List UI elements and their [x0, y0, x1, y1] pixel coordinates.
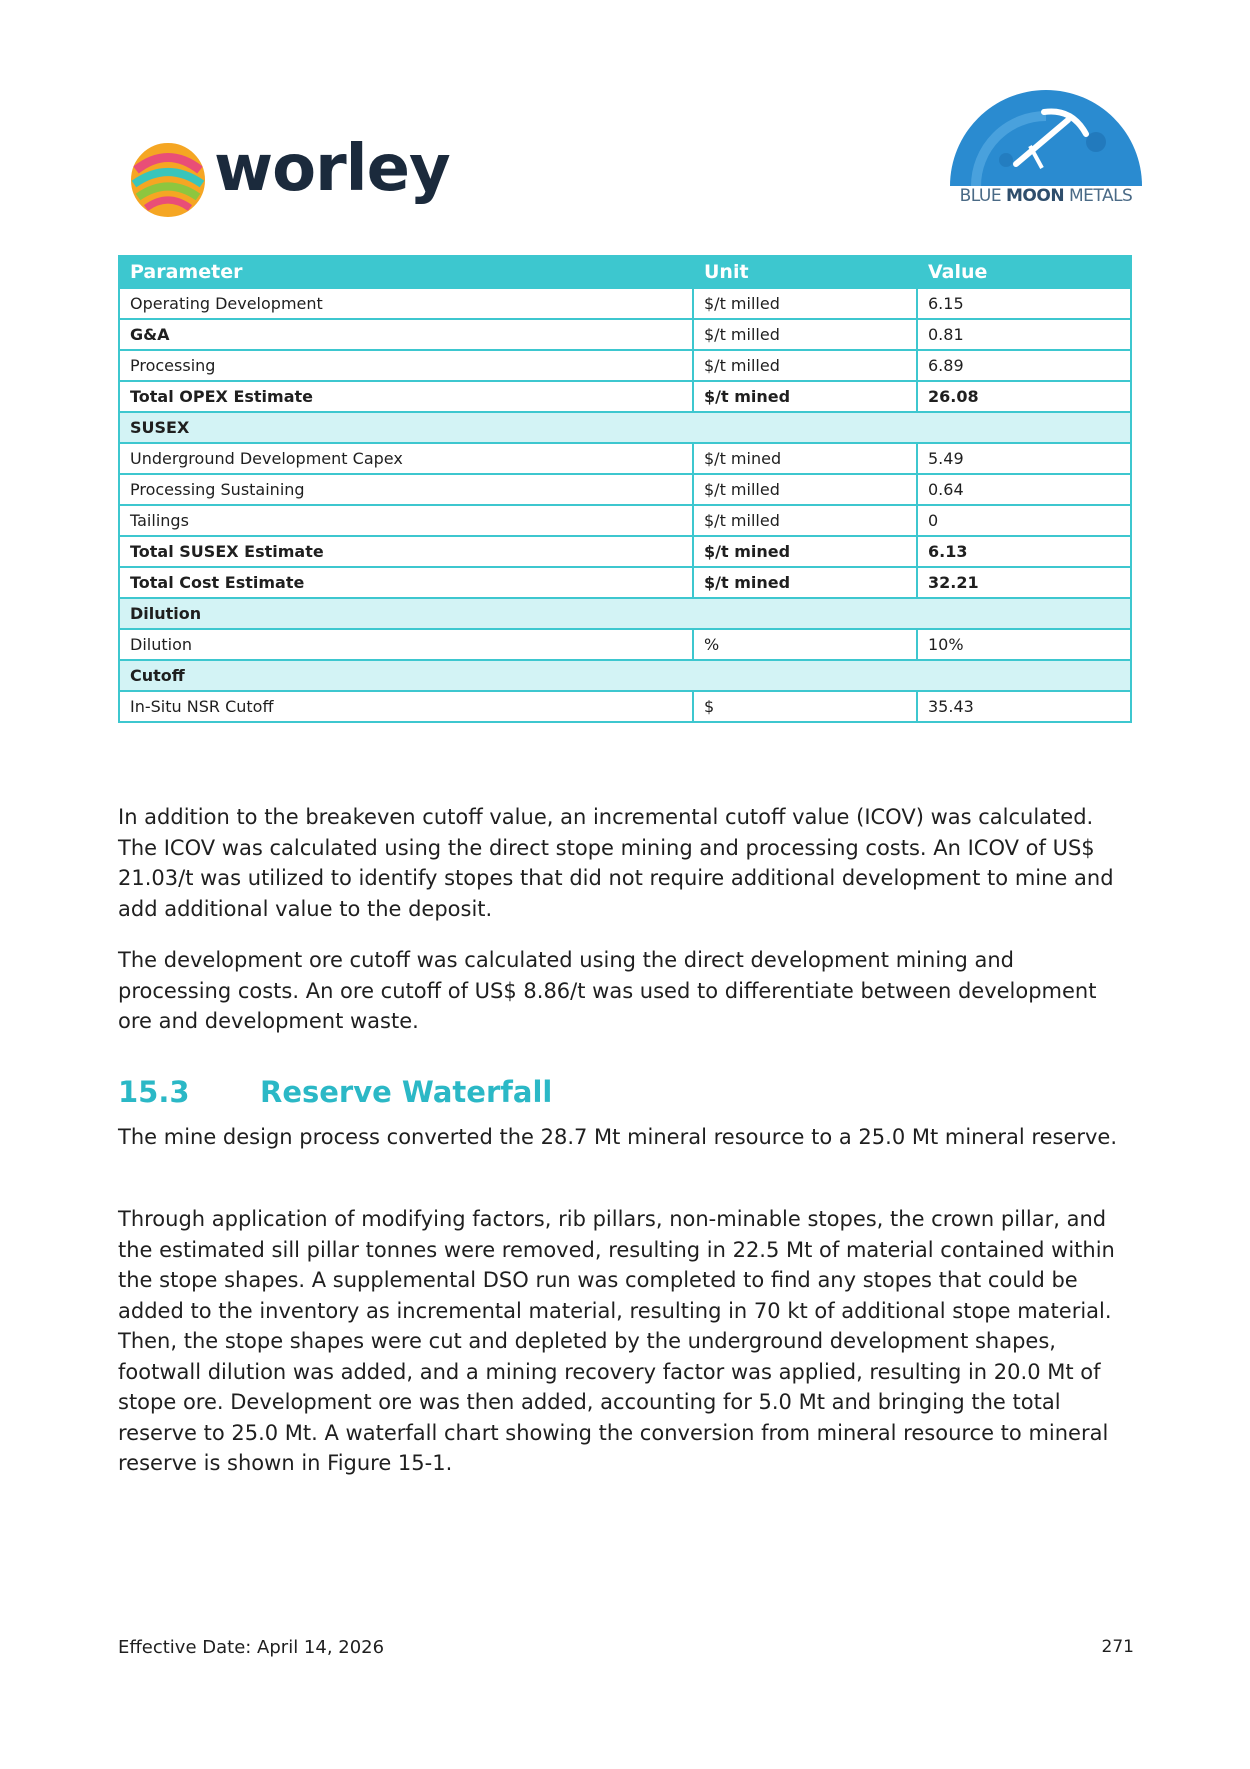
cell-parameter: Operating Development — [119, 288, 693, 319]
table-header-row — [119, 256, 1131, 288]
cell-unit: $/t milled — [693, 319, 917, 350]
section-number: 15.3 — [118, 1075, 190, 1109]
cell-value: 6.13 — [917, 536, 1131, 567]
cell-unit: $/t mined — [693, 536, 917, 567]
cell-parameter: Underground Development Capex — [119, 443, 693, 474]
cell-unit: $/t milled — [693, 350, 917, 381]
table-row — [119, 691, 1131, 722]
cell-value: 10% — [917, 629, 1131, 660]
cell-parameter: Tailings — [119, 505, 693, 536]
cell-unit: $/t mined — [693, 567, 917, 598]
icov-paragraph: In addition to the breakeven cutoff value, an incremental cutoff value (ICOV) was calculated. The ICOV was calculated using the direct stope mining and processing costs. An ICOV of US$ 21.03/t was utilized to identify stopes that did not require additional development to mine and add additional value to the deposit. — [118, 805, 1114, 921]
section-label: SUSEX — [119, 412, 1131, 443]
cell-value: 0.81 — [917, 319, 1131, 350]
table-section-row — [119, 660, 1131, 691]
cell-value: 5.49 — [917, 443, 1131, 474]
worley-wordmark: worley — [214, 132, 450, 206]
cell-value: 0 — [917, 505, 1131, 536]
cell-unit: $/t milled — [693, 288, 917, 319]
section-label: Dilution — [119, 598, 1131, 629]
table-row — [119, 505, 1131, 536]
section-label: Cutoff — [119, 660, 1131, 691]
cell-unit: $/t mined — [693, 381, 917, 412]
cell-unit: $/t milled — [693, 505, 917, 536]
cell-value: 6.15 — [917, 288, 1131, 319]
header-unit: Unit — [693, 256, 917, 288]
page-number: 271 — [1101, 1637, 1134, 1657]
worley-logo — [128, 132, 468, 228]
table-row — [119, 319, 1131, 350]
blue-moon-metals-logo — [946, 82, 1146, 212]
section-title: Reserve Waterfall — [260, 1075, 553, 1109]
table-section-row — [119, 598, 1131, 629]
table-row — [119, 443, 1131, 474]
cell-parameter: Processing — [119, 350, 693, 381]
effective-date: Effective Date: April 14, 2026 — [118, 1637, 385, 1658]
cell-value: 35.43 — [917, 691, 1131, 722]
cell-parameter: Total Cost Estimate — [119, 567, 693, 598]
cell-parameter: G&A — [119, 319, 693, 350]
table-row — [119, 288, 1131, 319]
header-parameter: Parameter — [119, 256, 693, 288]
waterfall-detail-paragraph: Through application of modifying factors, rib pillars, non-minable stopes, the crown pillar, and the estimated sill pillar tonnes were removed, resulting in 22.5 Mt of material contained within the stope shapes. A supplemental DSO run was completed to find any stopes that could be added to the inventory as incremental material, resulting in 70 kt of additional stope material. Then, the stope shapes were cut and depleted by the underground development shapes, footwall dilution was added, and a mining recovery factor was applied, resulting in 20.0 Mt of stope ore. Development ore was then added, accounting for 5.0 Mt and bringing the total reserve to 25.0 Mt. A waterfall chart showing the conversion from mineral resource to mineral reserve is shown in Figure 15-1. — [118, 1207, 1115, 1475]
header-value: Value — [917, 256, 1131, 288]
worley-swirl-icon — [128, 140, 208, 220]
cell-parameter: Total OPEX Estimate — [119, 381, 693, 412]
waterfall-intro-paragraph: The mine design process converted the 28.7 Mt mineral resource to a 25.0 Mt mineral reserve. — [118, 1125, 1118, 1149]
table-row — [119, 381, 1131, 412]
table-row — [119, 629, 1131, 660]
blue-moon-metals-wordmark: BLUE MOON METALS — [959, 186, 1133, 206]
cell-parameter: Dilution — [119, 629, 693, 660]
table-row — [119, 567, 1131, 598]
section-heading — [118, 1075, 552, 1109]
cell-unit: $/t mined — [693, 443, 917, 474]
table-row — [119, 536, 1131, 567]
page-header — [0, 0, 1250, 240]
development-cutoff-paragraph: The development ore cutoff was calculated using the direct development mining and processing costs. An ore cutoff of US$ 8.86/t was used to differentiate between development ore and development waste. — [118, 948, 1097, 1033]
table-row — [119, 350, 1131, 381]
cell-parameter: In-Situ NSR Cutoff — [119, 691, 693, 722]
opex-parameters-table — [118, 255, 1132, 723]
cell-value: 26.08 — [917, 381, 1131, 412]
cell-unit: % — [693, 629, 917, 660]
cell-value: 0.64 — [917, 474, 1131, 505]
cell-value: 6.89 — [917, 350, 1131, 381]
table-row — [119, 474, 1131, 505]
cell-parameter: Total SUSEX Estimate — [119, 536, 693, 567]
table-section-row — [119, 412, 1131, 443]
cell-parameter: Processing Sustaining — [119, 474, 693, 505]
cell-unit: $ — [693, 691, 917, 722]
moon-pickaxe-icon — [946, 82, 1146, 188]
cell-value: 32.21 — [917, 567, 1131, 598]
cell-unit: $/t milled — [693, 474, 917, 505]
